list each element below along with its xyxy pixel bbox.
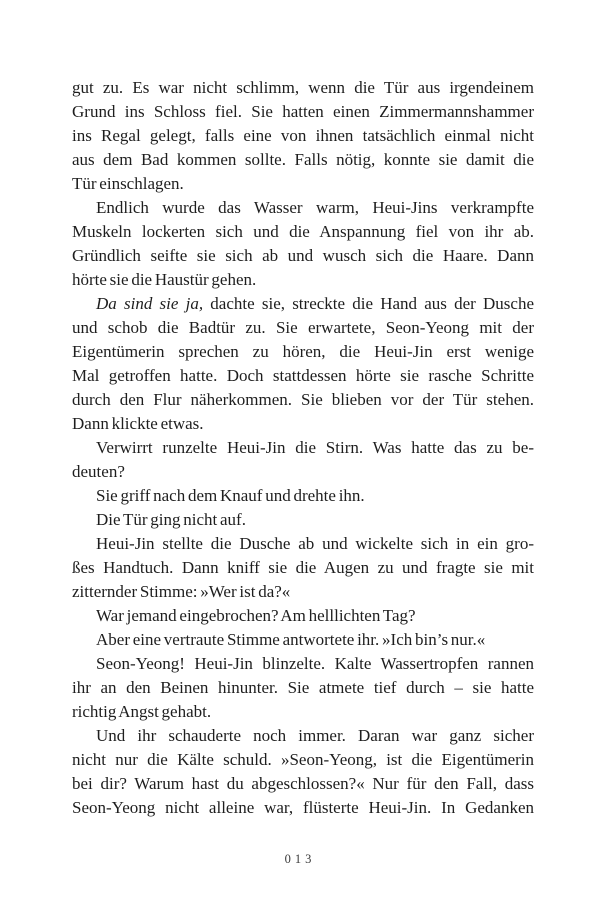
text-line: War jemand eingebrochen? Am helllichten Tag? <box>96 606 416 625</box>
paragraph <box>72 532 534 604</box>
paragraph <box>72 292 534 436</box>
text-line: ßes Handtuch. Dann kniff sie die Augen zu und fragte sie mit <box>72 558 534 577</box>
text-line: Sie griff nach dem Knauf und drehte ihn. <box>96 486 365 505</box>
text-line: Endlich wurde das Wasser warm, Heui-Jins verkrampfte <box>96 198 534 217</box>
text-line: richtig Angst gehabt. <box>72 702 212 721</box>
text-line: gut zu. Es war nicht schlimm, wenn die Tür aus irgendeinem <box>72 78 534 97</box>
text-line: Und ihr schauderte noch immer. Daran war ganz sicher <box>96 726 534 745</box>
paragraph <box>72 604 534 628</box>
text-line: Gründlich seifte sie sich ab und wusch sich die Haare. Dann <box>72 246 534 265</box>
page-number: 013 <box>284 852 316 866</box>
text-line: Tür einschlagen. <box>72 174 184 193</box>
paragraph <box>72 724 534 820</box>
paragraph <box>72 652 534 724</box>
text-line: Grund ins Schloss fiel. Sie hatten einen Zimmermannshammer <box>72 102 534 121</box>
paragraph <box>72 76 534 196</box>
text-line: Eigentümerin sprechen zu hören, die Heui-Jin erst wenige <box>72 342 534 361</box>
text-line: und schob die Badtür zu. Sie erwartete, Seon-Yeong mit der <box>72 318 534 337</box>
text-line: ins Regal gelegt, falls eine von ihnen tatsächlich einmal nicht <box>72 126 534 145</box>
text-line: Dann klickte etwas. <box>72 414 204 433</box>
text-line: zitternder Stimme: »Wer ist da?« <box>72 582 291 601</box>
paragraph <box>72 508 534 532</box>
text-line: hörte sie die Haustür gehen. <box>72 270 257 289</box>
text-line: Mal getroffen hatte. Doch stattdessen hörte sie rasche Schritte <box>72 366 534 385</box>
text-line: deuten? <box>72 462 125 481</box>
text-line: Aber eine vertraute Stimme antwortete ihr. »Ich bin’s nur.« <box>96 630 486 649</box>
text-block <box>72 76 534 820</box>
text-line: Die Tür ging nicht auf. <box>96 510 246 529</box>
text-line: nicht nur die Kälte schuld. »Seon-Yeong, ist die Eigentümerin <box>72 750 534 769</box>
paragraph <box>72 196 534 292</box>
text-line: ihr an den Beinen hinunter. Sie atmete tief durch – sie hatte <box>72 678 534 697</box>
text-line: bei dir? Warum hast du abgeschlossen?« Nur für den Fall, dass <box>72 774 534 793</box>
paragraph <box>72 484 534 508</box>
text-line: Seon-Yeong! Heui-Jin blinzelte. Kalte Wassertropfen rannen <box>96 654 534 673</box>
text-line: Heui-Jin stellte die Dusche ab und wickelte sich in ein gro- <box>96 534 534 553</box>
text-line: durch den Flur näherkommen. Sie blieben vor der Tür stehen. <box>72 390 534 409</box>
paragraph <box>72 628 534 652</box>
text-line: Muskeln lockerten sich und die Anspannung fiel von ihr ab. <box>72 222 534 241</box>
text-line: aus dem Bad kommen sollte. Falls nötig, konnte sie damit die <box>72 150 534 169</box>
text-line: Da sind sie ja, dachte sie, streckte die Hand aus der Dusche <box>96 294 534 313</box>
text-line: Seon-Yeong nicht alleine war, flüsterte Heui-Jin. In Gedanken <box>72 798 534 817</box>
paragraph <box>72 436 534 484</box>
text-line: Verwirrt runzelte Heui-Jin die Stirn. Was hatte das zu be- <box>96 438 534 457</box>
